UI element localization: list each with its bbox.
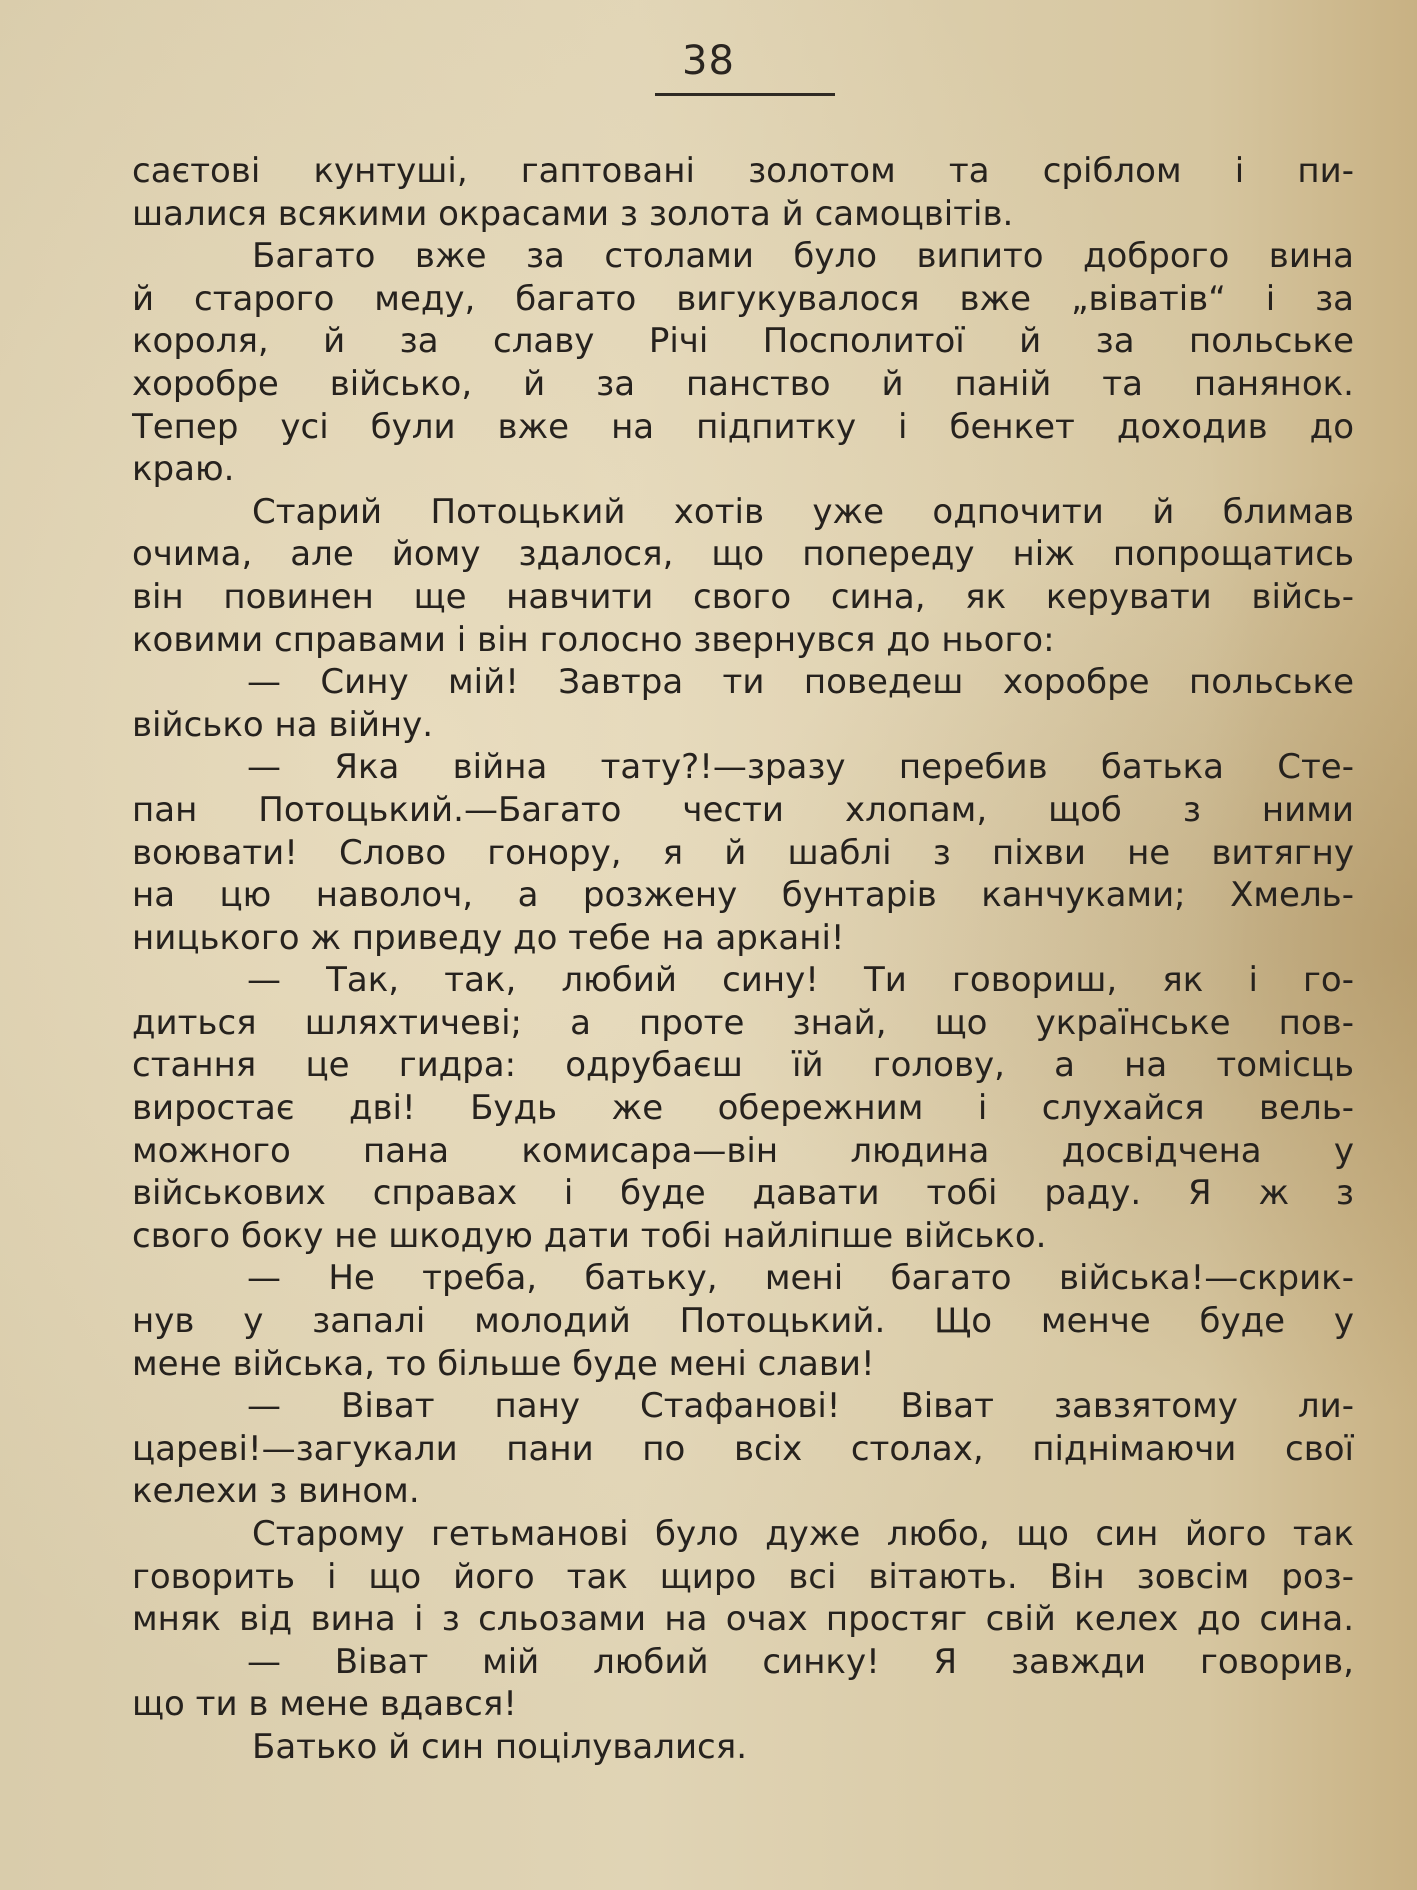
text-line: на цю наволоч, а розжену бунтарів канчуками; Хмель-: [132, 875, 1354, 916]
text-line: келехи з вином.: [132, 1471, 420, 1512]
text-line: виростає дві! Будь же обережним і слухайся вель-: [132, 1088, 1354, 1129]
text-line: краю.: [132, 449, 235, 490]
text-line: цареві!—загукали пани по всіх столах, піднімаючи свої: [132, 1428, 1354, 1469]
text-line: стання це гидра: одрубаєш їй голову, а на томісць: [132, 1045, 1354, 1086]
text-line: й старого меду, багато вигукувалося вже „віватів“ і за: [132, 278, 1354, 319]
text-line: — Яка війна тату?!—зразу перебив батька Сте-: [247, 747, 1354, 788]
text-line: — Так, так, любий сину! Ти говориш, як і го-: [247, 960, 1354, 1001]
body-text: [132, 150, 1354, 1769]
text-line: саєтові кунтуші, гаптовані золотом та сріблом і пи-: [132, 151, 1354, 191]
text-line: що ти в мене вдався!: [132, 1684, 517, 1725]
text-line: Старому гетьманові було дуже любо, що син його так: [252, 1514, 1354, 1554]
text-line: Батько й син поцілувалися.: [252, 1726, 748, 1767]
text-line: шалися всякими окрасами з золота й самоцвітів.: [132, 193, 1014, 234]
text-line: воювати! Слово гонору, я й шаблі з піхви не витягну: [132, 832, 1354, 873]
text-line: можного пана комисара—він людина досвідчена у: [132, 1130, 1354, 1171]
text-line: — Віват мій любий синку! Я завжди говорив,: [247, 1641, 1354, 1682]
text-line: свого боку не шкодую дати тобі найліпше військо.: [132, 1215, 1047, 1256]
text-line: Старий Потоцький хотів уже одпочити й блимав: [252, 491, 1354, 532]
text-line: мняк від вина і з сльозами на очах простяг свій келех до сина.: [132, 1599, 1354, 1640]
text-line: військових справах і буде давати тобі раду. Я ж з: [132, 1173, 1354, 1214]
text-line: короля, й за славу Річі Посполитої й за польське: [132, 321, 1354, 362]
text-line: — Сину мій! Завтра ти поведеш хоробре польське: [247, 662, 1354, 703]
text-line: він повинен ще навчити свого сина, як керувати війсь-: [132, 576, 1354, 617]
text-line: мене війська, то більше буде мені слави!: [132, 1343, 875, 1384]
text-line: ковими справами і він голосно звернувся до нього:: [132, 619, 1055, 660]
text-line: — Віват пану Стафанові! Віват завзятому ли-: [247, 1386, 1354, 1427]
text-line: пан Потоцький.—Багато чести хлопам, щоб з ними: [132, 789, 1354, 830]
text-line: говорить і що його так щиро всі вітають. Він зовсім роз-: [132, 1556, 1354, 1597]
text-line: хоробре військо, й за панство й паній та панянок.: [132, 363, 1354, 404]
text-line: очима, але йому здалося, що попереду ніж попрощатись: [132, 534, 1354, 575]
text-line: ницького ж приведу до тебе на аркані!: [132, 917, 845, 958]
page-number-rule: [655, 93, 835, 96]
text-line: нув у запалі молодий Потоцький. Що менче буде у: [132, 1301, 1354, 1342]
page-number: 38: [682, 38, 735, 84]
text-line: Багато вже за столами було випито доброго вина: [252, 236, 1354, 277]
text-line: диться шляхтичеві; а проте знай, що українське пов-: [132, 1002, 1354, 1043]
text-line: — Не треба, батьку, мені багато війська!—скрик-: [247, 1258, 1354, 1299]
text-line: військо на війну.: [132, 704, 434, 745]
text-line: Тепер усі були вже на підпитку і бенкет доходив до: [132, 406, 1354, 447]
